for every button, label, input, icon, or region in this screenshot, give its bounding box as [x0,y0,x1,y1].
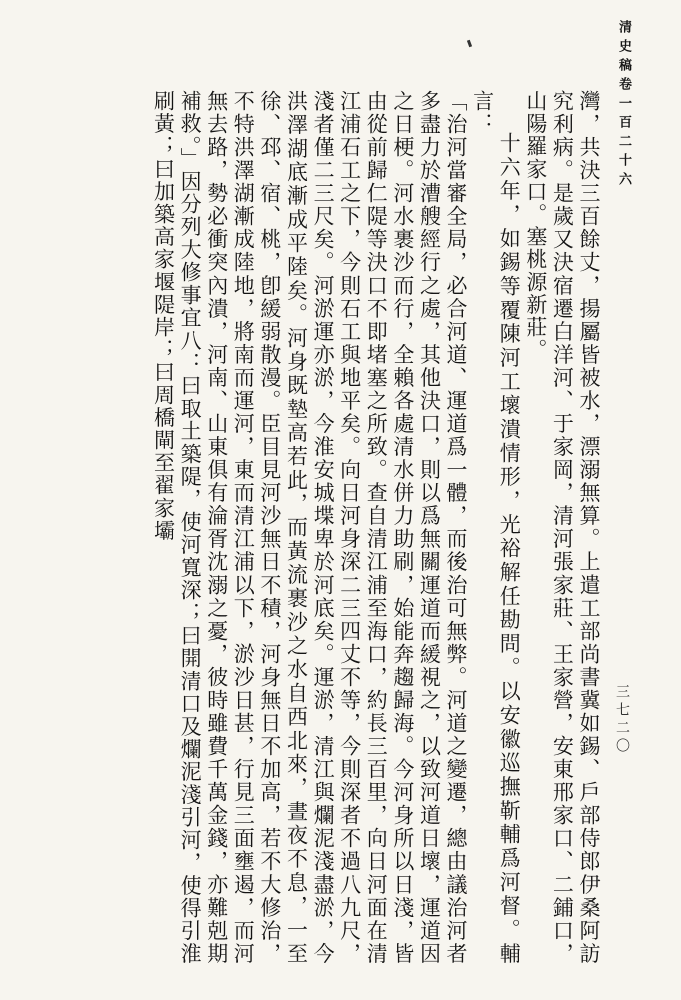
body-text [70,90,602,965]
page-number: 三七二〇 [614,684,630,756]
paragraph-1: 灣，共決三百餘丈，揚屬皆被水，漂溺無算。上遣工部尚書冀如錫、戶部侍郎伊桑阿訪究利病。是歲又決宿遷白洋河、于家岡，清河張家莊、王家營，安東邢家口、二鋪口，山陽羅家口。塞桃源新莊。 [523,90,601,965]
paragraph-3: 「治河當審全局，必合河道、運道爲一體，而後治可無弊。河道之變遷，總由議治河者多盡力於漕艘經行之處，其他決口，則以爲無關運道而緩視之，以致河道日壞，運道因之日梗。河水裹沙而行，全賴各處清水併力助刷，始能奔趨歸海。今河身所以日淺，皆由從前歸仁隄等決口不即堵塞之所致。查自清江浦至海口，約長三百里，向日河面在清江浦石工之下，今則石工與地平矣。向日河身深二三四丈不等，今則深者不過八九尺，淺者僅二三尺矣。河淤運亦淤，今淮安城堞卑於河底矣。運淤，清江與爛泥淺盡淤，今洪澤湖底漸成平陸矣。河身既墊高若此，而黃流裹沙之水自西北來，晝夜不息，一至徐、邳、宿、桃，卽緩弱散漫。臣目見河沙無日不積，河身無日不加高，若不大修治，不特洪澤湖漸成陸地，將南而運河，東而清江浦以下，淤沙日甚，行見三面壅遏，而河無去路，勢必衝突內潰，河南、山東俱有淪胥沈溺之憂，彼時雖費千萬金錢，亦難剋期補救。」因分列大修事宜八：曰取土築隄，使河寬深；曰開清口及爛泥淺引河，使得引淮刷黃；曰加築高家堰隄岸；曰周橋閘至翟家壩 [151,90,469,965]
ink-mark [467,40,472,48]
paragraph-2: 十六年，如錫等覆陳河工壞潰情形，光裕解任勘問。以安徽巡撫靳輔爲河督。輔言： [470,90,522,965]
running-header-title: 清史稿卷一百二十六 [616,20,631,191]
